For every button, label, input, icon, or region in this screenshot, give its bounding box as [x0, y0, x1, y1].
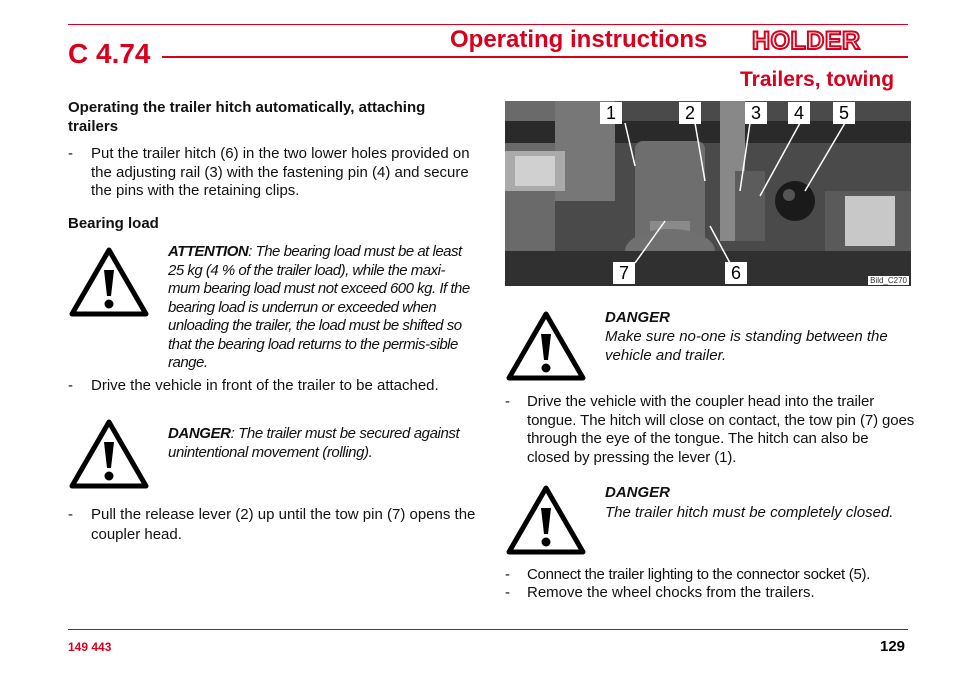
step-text: Drive the vehicle in front of the trailer to be attached.	[91, 377, 439, 394]
photo-label-2: 2	[679, 102, 701, 124]
step-text: Connect the trailer lighting to the connector socket (5).	[527, 566, 871, 583]
list-item: - Remove the wheel chocks from the trailers.	[505, 584, 915, 603]
heading-bearing-load: Bearing load	[68, 215, 159, 232]
list-item: - Drive the vehicle with the coupler head into the trailer tongue. The hitch will close on contact, the tow pin (7) goes through the eye of the tongue. The hitch can also be closed by pressing the lever (1).	[505, 393, 915, 466]
photo-caption: Bild_C270	[870, 276, 907, 285]
step-text: Drive the vehicle with the coupler head into the trailer tongue. The hitch will close on contact, the tow pin (7) goes through the eye of the tongue. The hitch can also be closed by pressing the lever (1).	[527, 393, 915, 466]
danger-label: DANGER	[605, 309, 671, 326]
warning-triangle-icon	[505, 484, 587, 556]
step-text: Remove the wheel chocks from the trailers.	[527, 584, 815, 601]
section-title: Trailers, towing	[740, 68, 895, 91]
danger-note	[168, 425, 474, 462]
danger-label: DANGER	[168, 425, 231, 442]
photo-label-1: 1	[600, 102, 622, 124]
attention-note	[168, 243, 474, 373]
danger-text: Make sure no-one is standing between the vehicle and trailer.	[605, 328, 888, 364]
photo-label-6: 6	[725, 262, 747, 284]
list-item: - Drive the vehicle in front of the trailer to be attached.	[68, 377, 478, 396]
list-item: - Put the trailer hitch (6) in the two lower holes provided on the adjusting rail (3) with the fastening pin (4) and secure the pins with the retaining clips.	[68, 145, 478, 201]
danger-label: DANGER	[605, 484, 671, 501]
attention-label: ATTENTION	[168, 243, 249, 260]
step-text: Pull the release lever (2) up until the tow pin (7) opens the coupler head.	[91, 506, 476, 543]
header-mid-rule	[162, 56, 908, 58]
photo-label-3: 3	[745, 102, 767, 124]
chapter-code: C 4.74	[68, 38, 151, 69]
document-number: 149 443	[68, 640, 112, 654]
photo-label-5: 5	[833, 102, 855, 124]
step-text: Put the trailer hitch (6) in the two lower holes provided on the adjusting rail (3) with the fastening pin (4) and secure the pins with the retaining clips.	[91, 145, 470, 199]
danger-text: The trailer hitch must be completely closed.	[605, 504, 894, 521]
danger-text: : The trailer must be secured against unintentional movement (rolling).	[168, 425, 460, 461]
photo-label-7: 7	[613, 262, 635, 284]
warning-triangle-icon	[68, 418, 150, 490]
brand-logo: HOLDER	[748, 27, 865, 56]
photo-illustration	[505, 101, 911, 286]
warning-triangle-icon	[505, 310, 587, 382]
header-top-rule	[68, 24, 908, 25]
attention-text: : The bearing load must be at least 25 kg (4 % of the trailer load), while the maxi-mum bearing load must not exceed 600 kg. If the bearing load is underrun or exceeded when unloading the trailer, the load must be shifted so that the bearing load returns to the permis-sible range.	[168, 243, 470, 371]
list-item: - Pull the release lever (2) up until the tow pin (7) opens the coupler head.	[68, 505, 478, 545]
heading-attach-trailers: Operating the trailer hitch automatically, attaching trailers	[68, 99, 426, 135]
trailer-hitch-photo	[505, 101, 911, 286]
document-title: Operating instructions	[450, 26, 721, 54]
photo-label-4: 4	[788, 102, 810, 124]
warning-triangle-icon	[68, 246, 150, 318]
footer-rule	[68, 629, 908, 630]
page-number: 129	[880, 638, 906, 655]
list-item: - Connect the trailer lighting to the connector socket (5).	[505, 566, 915, 585]
